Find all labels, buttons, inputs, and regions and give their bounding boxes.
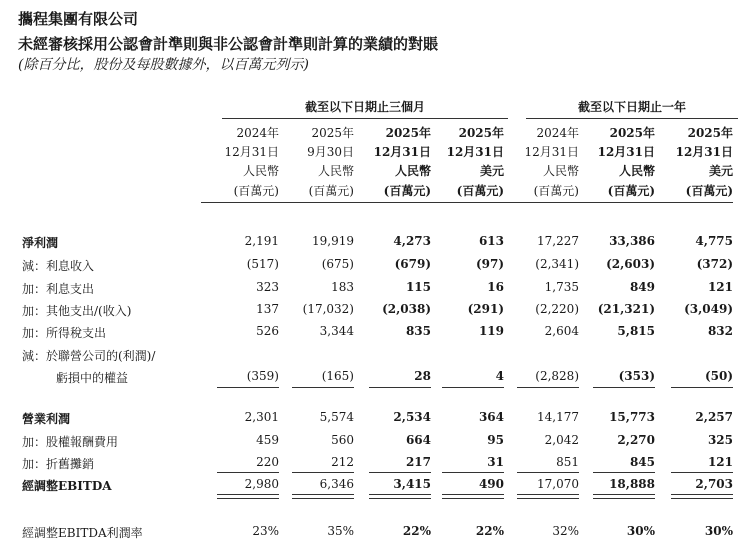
row-value: 2,257 <box>695 410 733 424</box>
row-value: 560 <box>331 433 354 447</box>
column-header-currency: 人民幣 <box>618 164 655 178</box>
subtotal-rule <box>292 387 354 388</box>
row-label: 營業利潤 <box>22 412 71 426</box>
row-value: 664 <box>405 433 431 447</box>
row-value: 2,980 <box>244 477 279 491</box>
company-name: 攜程集團有限公司 <box>18 10 139 28</box>
table-row <box>0 257 754 275</box>
row-value: 3,344 <box>319 324 354 338</box>
row-value: 4,273 <box>393 234 431 248</box>
row-value: 217 <box>405 455 431 469</box>
row-value: 851 <box>556 455 579 469</box>
table-row <box>0 280 754 298</box>
row-value: 6,346 <box>319 477 354 491</box>
report-title: 未經審核採用公認會計準則與非公認會計準則計算的業績的對賬 <box>18 35 439 53</box>
subtotal-rule <box>671 472 733 473</box>
table-row <box>0 234 754 252</box>
row-value: 220 <box>256 455 279 469</box>
row-value: 14,177 <box>537 410 579 424</box>
table-row <box>0 410 754 428</box>
row-label: 減：利息收入 <box>22 259 95 273</box>
group-label: 截至以下日期止三個月 <box>304 100 425 114</box>
row-value: 32% <box>552 524 579 538</box>
group-rule <box>222 118 508 119</box>
column-header-date: 9月30日 <box>307 145 354 159</box>
row-value: (291) <box>467 302 504 316</box>
row-label: 加：其他支出/(收入) <box>22 304 132 318</box>
row-value: 121 <box>707 280 733 294</box>
total-double-rule <box>217 494 279 499</box>
row-label: 加：所得稅支出 <box>22 326 107 340</box>
row-value: 459 <box>256 433 279 447</box>
subtotal-rule <box>217 387 279 388</box>
row-value: (3,049) <box>684 302 733 316</box>
group-label: 截至以下日期止一年 <box>577 100 686 114</box>
column-header-currency: 人民幣 <box>542 164 579 178</box>
column-header-date: 12月31日 <box>675 145 733 159</box>
group-header-three-months <box>222 98 508 115</box>
table-row <box>0 524 754 542</box>
units-note: (除百分比，股份及每股數據外，以百萬元列示) <box>18 57 309 73</box>
row-value: 490 <box>478 477 504 491</box>
row-value: (2,038) <box>382 302 431 316</box>
row-value: 31 <box>487 455 504 469</box>
row-value: (2,603) <box>606 257 655 271</box>
group-header-full-year <box>526 98 738 115</box>
row-value: 323 <box>256 280 279 294</box>
column-header-unit: (百萬元) <box>577 182 655 203</box>
row-value: 849 <box>629 280 655 294</box>
row-value: 115 <box>405 280 431 294</box>
column-header-date: 12月31日 <box>524 145 579 159</box>
row-value: 4 <box>495 369 504 383</box>
row-value: (97) <box>475 257 504 271</box>
row-value: (517) <box>246 257 279 271</box>
column-header-period: 2024年 <box>536 126 579 140</box>
column-header-currency: 美元 <box>708 164 733 178</box>
row-value: 613 <box>478 234 504 248</box>
row-value: 119 <box>478 324 504 338</box>
column-header <box>353 124 431 203</box>
table-row <box>0 324 754 342</box>
column-header-date: 12月31日 <box>224 145 279 159</box>
row-value: 325 <box>707 433 733 447</box>
row-value: 526 <box>256 324 279 338</box>
column-header-date: 12月31日 <box>597 145 655 159</box>
row-label: 淨利潤 <box>22 236 59 250</box>
column-header-unit: (百萬元) <box>655 182 733 203</box>
column-header-unit: (百萬元) <box>201 182 279 203</box>
row-value: 22% <box>475 524 504 538</box>
column-header-currency: 人民幣 <box>394 164 431 178</box>
total-double-rule <box>517 494 579 499</box>
subtotal-rule <box>292 472 354 473</box>
row-value: (359) <box>246 369 279 383</box>
row-value: 28 <box>414 369 431 383</box>
row-value: (2,220) <box>535 302 579 316</box>
total-double-rule <box>593 494 655 499</box>
column-header-period: 2025年 <box>687 126 733 140</box>
total-double-rule <box>671 494 733 499</box>
row-value: 1,735 <box>544 280 579 294</box>
row-value: 33,386 <box>609 234 655 248</box>
table-row <box>0 433 754 451</box>
row-value: (353) <box>618 369 655 383</box>
column-header-date: 12月31日 <box>373 145 431 159</box>
row-value: 835 <box>405 324 431 338</box>
row-value: 2,301 <box>244 410 279 424</box>
column-header-unit: (百萬元) <box>276 182 354 203</box>
row-value: 5,574 <box>319 410 354 424</box>
row-value: 212 <box>331 455 354 469</box>
column-header <box>426 124 504 203</box>
row-value: 18,888 <box>609 477 655 491</box>
column-header-period: 2025年 <box>311 126 354 140</box>
row-value: 2,042 <box>544 433 579 447</box>
table-row <box>0 302 754 320</box>
row-value: 845 <box>629 455 655 469</box>
row-value: (2,828) <box>535 369 579 383</box>
row-value: (165) <box>321 369 354 383</box>
row-value: 15,773 <box>609 410 655 424</box>
row-value: 2,191 <box>244 234 279 248</box>
row-label: 經調整EBITDA <box>22 479 112 493</box>
column-header-unit: (百萬元) <box>501 182 579 203</box>
row-value: 3,415 <box>393 477 431 491</box>
row-value: 17,227 <box>537 234 579 248</box>
row-value: 17,070 <box>537 477 579 491</box>
subtotal-rule <box>517 472 579 473</box>
column-header <box>201 124 279 203</box>
row-value: 23% <box>252 524 279 538</box>
subtotal-rule <box>369 472 431 473</box>
column-header <box>577 124 655 203</box>
total-double-rule <box>292 494 354 499</box>
table-row <box>0 455 754 473</box>
row-value: 2,534 <box>393 410 431 424</box>
row-value: 2,270 <box>617 433 655 447</box>
row-value: (2,341) <box>535 257 579 271</box>
column-header <box>655 124 733 203</box>
row-value: 137 <box>256 302 279 316</box>
row-value: 5,815 <box>617 324 655 338</box>
table-row <box>0 369 754 387</box>
row-value: 832 <box>707 324 733 338</box>
row-value: 4,775 <box>695 234 733 248</box>
row-value: 30% <box>704 524 733 538</box>
column-header-unit: (百萬元) <box>426 182 504 203</box>
row-value: 95 <box>487 433 504 447</box>
column-header-unit: (百萬元) <box>353 182 431 203</box>
subtotal-rule <box>671 387 733 388</box>
column-header-period: 2025年 <box>385 126 431 140</box>
column-header-currency: 人民幣 <box>317 164 354 178</box>
row-value: 2,703 <box>695 477 733 491</box>
column-header-period: 2025年 <box>609 126 655 140</box>
row-value: (50) <box>704 369 733 383</box>
table-row <box>0 477 754 495</box>
row-label: 減：於聯營公司的(利潤)/ <box>22 349 156 363</box>
row-value: (372) <box>696 257 733 271</box>
row-label: 加：利息支出 <box>22 282 95 296</box>
subtotal-rule <box>442 472 504 473</box>
row-value: 19,919 <box>312 234 354 248</box>
row-value: (679) <box>394 257 431 271</box>
column-header-currency: 美元 <box>479 164 504 178</box>
subtotal-rule <box>517 387 579 388</box>
subtotal-rule <box>369 387 431 388</box>
row-label: 加：股權報酬費用 <box>22 435 119 449</box>
column-header-period: 2025年 <box>458 126 504 140</box>
subtotal-rule <box>442 387 504 388</box>
row-value: 121 <box>707 455 733 469</box>
row-value: 183 <box>331 280 354 294</box>
column-header <box>276 124 354 203</box>
subtotal-rule <box>593 472 655 473</box>
row-label: 加：折舊攤銷 <box>22 457 95 471</box>
column-header <box>501 124 579 203</box>
group-rule <box>526 118 738 119</box>
row-value: 22% <box>402 524 431 538</box>
row-label: 虧損中的權益 <box>56 371 129 385</box>
subtotal-rule <box>593 387 655 388</box>
total-double-rule <box>442 494 504 499</box>
column-header-date: 12月31日 <box>446 145 504 159</box>
row-value: 16 <box>487 280 504 294</box>
row-value: (17,032) <box>302 302 354 316</box>
row-label: 經調整EBITDA利潤率 <box>22 526 143 540</box>
total-double-rule <box>369 494 431 499</box>
row-value: (675) <box>321 257 354 271</box>
column-header-currency: 人民幣 <box>242 164 279 178</box>
row-value: 2,604 <box>544 324 579 338</box>
row-value: 30% <box>626 524 655 538</box>
subtotal-rule <box>217 472 279 473</box>
row-value: (21,321) <box>597 302 655 316</box>
row-value: 364 <box>478 410 504 424</box>
column-header-period: 2024年 <box>236 126 279 140</box>
table-row <box>0 347 754 365</box>
row-value: 35% <box>327 524 354 538</box>
